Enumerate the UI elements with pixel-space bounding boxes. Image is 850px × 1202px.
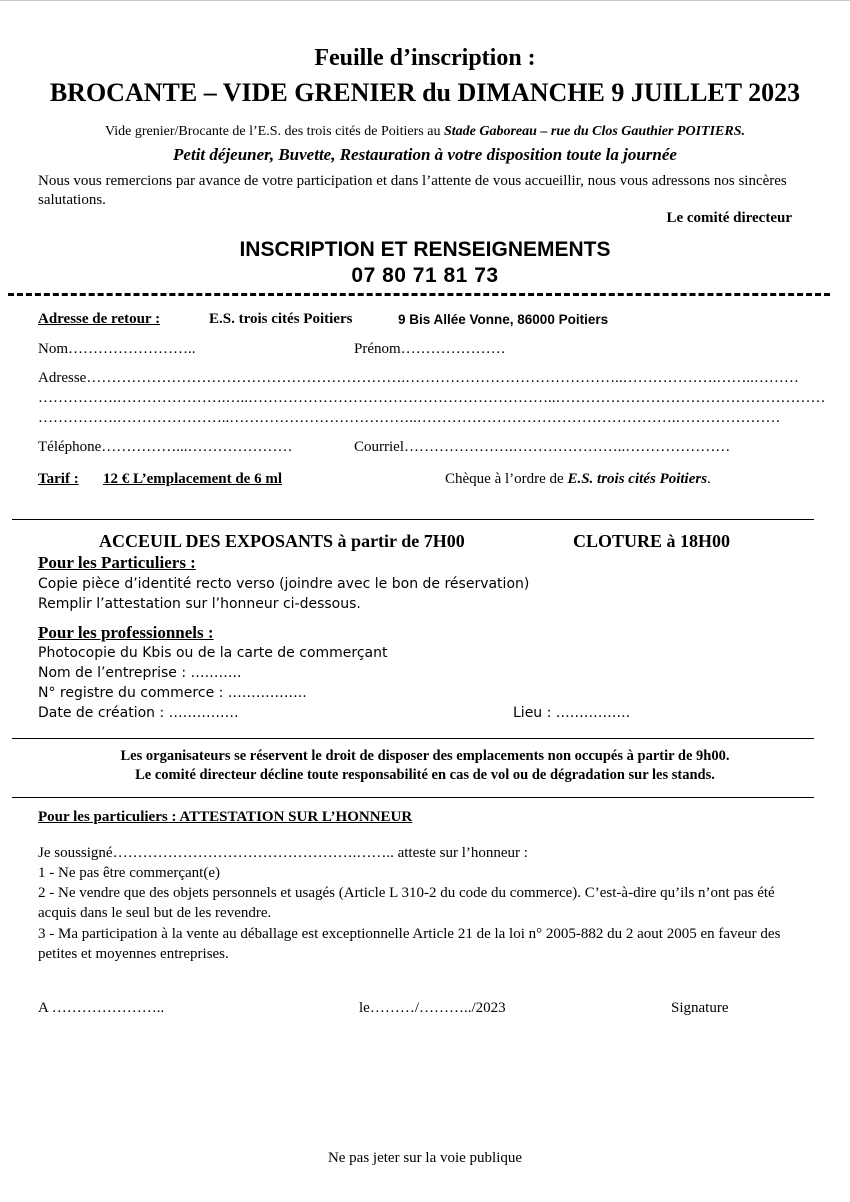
lieu-signature-field[interactable]: A ………………….. xyxy=(38,1000,165,1016)
intro-prefix: Vide grenier/Brocante de l’E.S. des trois cités de Poitiers au xyxy=(104,124,444,139)
title-line-2: BROCANTE – VIDE GRENIER du DIMANCHE 9 JUILLET 2023 xyxy=(49,78,801,107)
intro-paragraph: Nous vous remercions par avance de votre participation et dans l’attente de vous accueillir, nous vous adressons nos sincères salutations. xyxy=(38,173,787,208)
lieu-field[interactable]: Lieu : ……………. xyxy=(513,705,631,721)
nom-field[interactable]: Nom…………………….. xyxy=(38,341,196,357)
particuliers-line-1: Copie pièce d’identité recto verso (joindre avec le bon de réservation) xyxy=(38,576,530,592)
intro-line xyxy=(0,124,850,140)
date-signature-field[interactable]: le………/………../2023 xyxy=(359,1000,506,1016)
attestation-item-3: 3 - Ma participation à la vente au déballage est exceptionnelle Article 21 de la loi n° 2005-882 du 2 aout 2005 en faveur des petites et moyennes entreprises. xyxy=(38,926,781,962)
signoff: Le comité directeur xyxy=(666,210,792,226)
telephone-field[interactable]: Téléphone……………...………………… xyxy=(38,439,293,455)
intro-location: Stade Gaboreau – rue du Clos Gauthier POITIERS. xyxy=(443,124,745,139)
attestation-item-1: 1 - Ne pas être commerçant(e) xyxy=(38,865,220,881)
courriel-field[interactable]: Courriel………………….…………………..………………… xyxy=(354,439,731,455)
signature-label: Signature xyxy=(671,1000,729,1016)
attestation-heading: Pour les particuliers : ATTESTATION SUR L’HONNEUR xyxy=(38,809,413,825)
notice-line-2: Le comité directeur décline toute responsabilité en cas de vol ou de dégradation sur les stands. xyxy=(135,767,715,783)
footer-note: Ne pas jeter sur la voie publique xyxy=(327,1150,523,1166)
inscription-heading: INSCRIPTION ET RENSEIGNEMENTS xyxy=(239,238,611,261)
divider xyxy=(12,797,814,798)
soussigne-field[interactable]: Je soussigné………………………………………….…….. atteste sur l’honneur : xyxy=(38,845,528,861)
return-address-street: 9 Bis Allée Vonne, 86000 Poitiers xyxy=(398,312,609,327)
cheque-note xyxy=(445,471,711,488)
professionnels-line-1: Photocopie du Kbis ou de la carte de commerçant xyxy=(38,645,388,661)
tarif-label: Tarif : xyxy=(38,471,79,487)
inscription-phone: 07 80 71 81 73 xyxy=(351,264,499,287)
prenom-field[interactable]: Prénom………………… xyxy=(354,341,506,357)
notice-line-1: Les organisateurs se réservent le droit de disposer des emplacements non occupés à partir de 9h00. xyxy=(120,748,730,764)
particuliers-heading: Pour les Particuliers : xyxy=(38,553,196,572)
adresse-field-line-3[interactable]: …………….…………………..………………………………..…………………………………………….………………… xyxy=(38,410,781,426)
particuliers-line-2: Remplir l’attestation sur l’honneur ci-dessous. xyxy=(38,596,361,612)
professionnels-heading: Pour les professionnels : xyxy=(38,623,214,642)
divider xyxy=(12,519,814,520)
cheque-suffix: . xyxy=(707,471,711,487)
cheque-payee: E.S. trois cités Poitiers xyxy=(567,471,708,487)
date-creation-field[interactable]: Date de création : …………… xyxy=(38,705,239,721)
subtitle: Petit déjeuner, Buvette, Restauration à votre disposition toute la journée xyxy=(173,145,677,164)
top-edge-divider xyxy=(0,0,850,1)
attestation-item-2: 2 - Ne vendre que des objets personnels et usagés (Article L 310-2 du code du commerce). C’est-à-dire qu’ils n’ont pas été acquis dans le seul but de les revendre. xyxy=(38,885,775,921)
divider xyxy=(12,738,814,739)
return-address-label: Adresse de retour : xyxy=(38,311,161,327)
cloture: CLOTURE à 18H00 xyxy=(573,531,731,551)
dashed-cut-line xyxy=(8,293,830,296)
entreprise-field[interactable]: Nom de l’entreprise : ……….. xyxy=(38,665,242,681)
cheque-prefix: Chèque à l’ordre de xyxy=(445,471,568,487)
tarif-value: 12 € L’emplacement de 6 ml xyxy=(103,471,283,487)
adresse-field[interactable]: Adresse……………………………………………………….……………………………………..……………….……..……… xyxy=(38,370,799,386)
accueil-exposants: ACCEUIL DES EXPOSANTS à partir de 7H00 xyxy=(99,531,465,551)
registre-field[interactable]: N° registre du commerce : …………….. xyxy=(38,685,307,701)
adresse-field-line-2[interactable]: …………….………………….…..……………………………………………………..……………………………………………… xyxy=(38,390,826,406)
title-line-1: Feuille d’inscription : xyxy=(314,45,536,71)
return-address-org: E.S. trois cités Poitiers xyxy=(209,311,353,327)
